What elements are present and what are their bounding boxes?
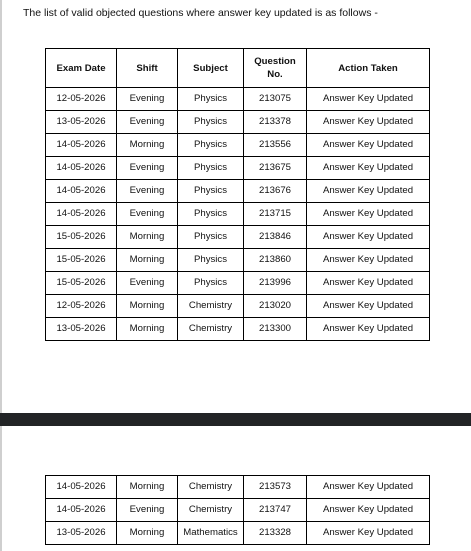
cell-exam-date: 14-05-2026 xyxy=(46,203,117,226)
cell-exam-date: 14-05-2026 xyxy=(46,157,117,180)
cell-subject: Chemistry xyxy=(178,318,244,341)
page-heading: The list of valid objected questions where answer key updated is as follows - xyxy=(23,7,378,19)
cell-shift: Morning xyxy=(117,295,178,318)
table-row xyxy=(46,180,430,203)
cell-exam-date: 13-05-2026 xyxy=(46,111,117,134)
cell-question-no: 213573 xyxy=(244,476,307,499)
cell-subject: Chemistry xyxy=(178,499,244,522)
cell-action-taken: Answer Key Updated xyxy=(307,476,430,499)
cell-action-taken: Answer Key Updated xyxy=(307,157,430,180)
cell-question-no: 213020 xyxy=(244,295,307,318)
cell-subject: Physics xyxy=(178,226,244,249)
cell-shift: Evening xyxy=(117,272,178,295)
header-shift: Shift xyxy=(117,49,178,88)
table-row xyxy=(46,226,430,249)
cell-shift: Evening xyxy=(117,157,178,180)
cell-shift: Morning xyxy=(117,476,178,499)
table-row xyxy=(46,111,430,134)
cell-question-no: 213075 xyxy=(244,88,307,111)
cell-shift: Morning xyxy=(117,318,178,341)
page-break-separator xyxy=(0,413,471,426)
cell-exam-date: 12-05-2026 xyxy=(46,88,117,111)
cell-subject: Physics xyxy=(178,249,244,272)
cell-action-taken: Answer Key Updated xyxy=(307,499,430,522)
table-row xyxy=(46,499,430,522)
page-edge xyxy=(0,426,2,551)
table-row xyxy=(46,522,430,545)
table-row xyxy=(46,272,430,295)
cell-question-no: 213747 xyxy=(244,499,307,522)
cell-question-no: 213846 xyxy=(244,226,307,249)
cell-shift: Morning xyxy=(117,134,178,157)
cell-subject: Physics xyxy=(178,134,244,157)
cell-shift: Evening xyxy=(117,203,178,226)
table-row xyxy=(46,88,430,111)
header-subject: Subject xyxy=(178,49,244,88)
cell-question-no: 213675 xyxy=(244,157,307,180)
cell-subject: Physics xyxy=(178,157,244,180)
cell-exam-date: 13-05-2026 xyxy=(46,522,117,545)
cell-action-taken: Answer Key Updated xyxy=(307,522,430,545)
cell-action-taken: Answer Key Updated xyxy=(307,272,430,295)
cell-subject: Physics xyxy=(178,180,244,203)
cell-exam-date: 13-05-2026 xyxy=(46,318,117,341)
cell-action-taken: Answer Key Updated xyxy=(307,88,430,111)
cell-shift: Evening xyxy=(117,499,178,522)
cell-action-taken: Answer Key Updated xyxy=(307,295,430,318)
cell-question-no: 213300 xyxy=(244,318,307,341)
cell-question-no: 213328 xyxy=(244,522,307,545)
cell-subject: Physics xyxy=(178,111,244,134)
cell-exam-date: 15-05-2026 xyxy=(46,249,117,272)
table-body xyxy=(46,476,430,545)
table-row xyxy=(46,318,430,341)
cell-exam-date: 12-05-2026 xyxy=(46,295,117,318)
header-action-taken: Action Taken xyxy=(307,49,430,88)
cell-subject: Chemistry xyxy=(178,476,244,499)
cell-question-no: 213676 xyxy=(244,180,307,203)
table-body xyxy=(46,88,430,341)
cell-action-taken: Answer Key Updated xyxy=(307,249,430,272)
table-row xyxy=(46,476,430,499)
cell-action-taken: Answer Key Updated xyxy=(307,180,430,203)
table-row xyxy=(46,134,430,157)
header-question-no-line1: Question xyxy=(254,56,296,67)
cell-exam-date: 15-05-2026 xyxy=(46,272,117,295)
cell-shift: Morning xyxy=(117,249,178,272)
cell-action-taken: Answer Key Updated xyxy=(307,226,430,249)
cell-question-no: 213378 xyxy=(244,111,307,134)
cell-action-taken: Answer Key Updated xyxy=(307,134,430,157)
cell-shift: Evening xyxy=(117,111,178,134)
cell-action-taken: Answer Key Updated xyxy=(307,318,430,341)
objected-questions-table xyxy=(45,48,430,341)
header-exam-date: Exam Date xyxy=(46,49,117,88)
objected-questions-table-continued xyxy=(45,475,430,545)
cell-question-no: 213556 xyxy=(244,134,307,157)
cell-subject: Physics xyxy=(178,272,244,295)
cell-action-taken: Answer Key Updated xyxy=(307,111,430,134)
table-header-row xyxy=(46,49,430,88)
cell-subject: Physics xyxy=(178,88,244,111)
cell-subject: Chemistry xyxy=(178,295,244,318)
cell-shift: Morning xyxy=(117,522,178,545)
cell-shift: Evening xyxy=(117,88,178,111)
cell-exam-date: 15-05-2026 xyxy=(46,226,117,249)
table-row xyxy=(46,203,430,226)
header-question-no-line2: No. xyxy=(267,69,283,80)
cell-shift: Evening xyxy=(117,180,178,203)
cell-exam-date: 14-05-2026 xyxy=(46,134,117,157)
table-row xyxy=(46,249,430,272)
header-question-no xyxy=(244,49,307,88)
cell-exam-date: 14-05-2026 xyxy=(46,499,117,522)
cell-subject: Physics xyxy=(178,203,244,226)
table-row xyxy=(46,295,430,318)
cell-exam-date: 14-05-2026 xyxy=(46,476,117,499)
cell-shift: Morning xyxy=(117,226,178,249)
cell-subject: Mathematics xyxy=(178,522,244,545)
cell-question-no: 213860 xyxy=(244,249,307,272)
cell-action-taken: Answer Key Updated xyxy=(307,203,430,226)
cell-question-no: 213715 xyxy=(244,203,307,226)
cell-exam-date: 14-05-2026 xyxy=(46,180,117,203)
cell-question-no: 213996 xyxy=(244,272,307,295)
page-edge xyxy=(0,0,2,413)
table-row xyxy=(46,157,430,180)
